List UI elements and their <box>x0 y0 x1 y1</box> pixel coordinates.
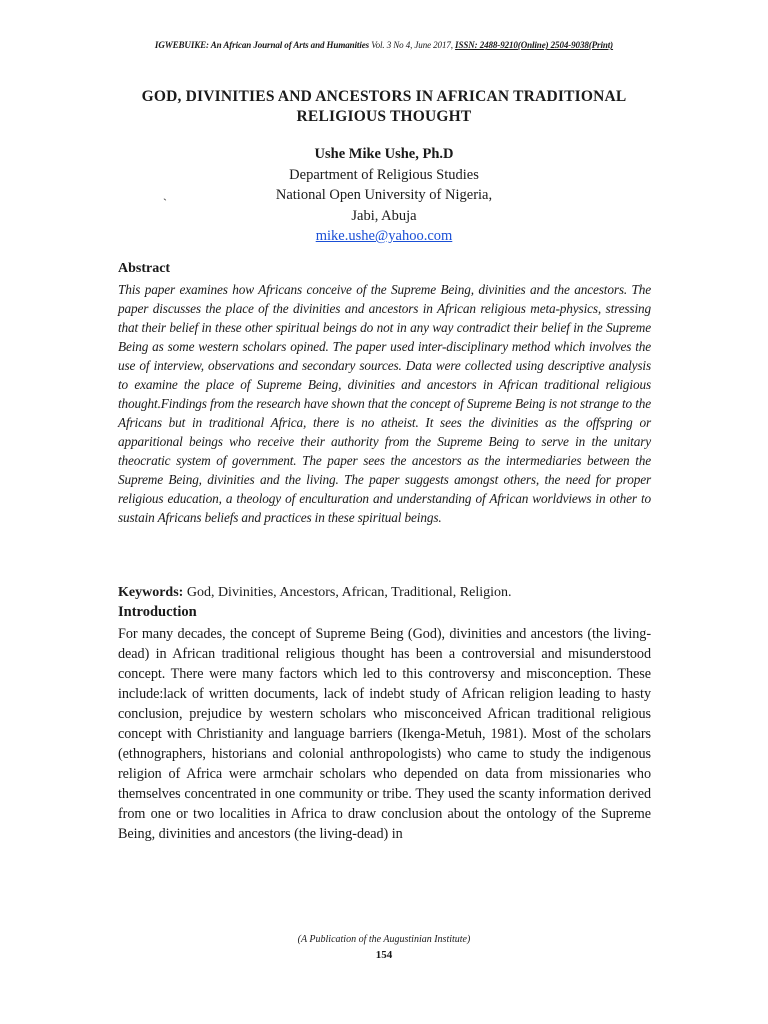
keywords-line <box>118 585 658 601</box>
author-block <box>184 144 584 247</box>
author-name: Ushe Mike Ushe, Ph.D <box>314 146 454 162</box>
abstract-text: This paper examines how Africans conceive of the Supreme Being, divinities and the ancestors. The paper discusses the place of the divinities and ancestors in African religious meta-physics, stressing that their belief in these other spiritual beings do not in any way contradict their belief in the Supreme Being as some western scholars opined. The paper used inter-disciplinary method which involves the use of interview, observations and secondary sources. Data were collected using descriptive analysis to examine the place of Supreme Being, divinities and ancestors in African traditional religious thought.Findings from the research have shown that the concept of Supreme Being is not strange to the Africans but in traditional Africa, there is no atheist. It sees the divinities as the offspring or apparitional beings who receive their authority from the Supreme Being to serve in the unitary theocratic system of government. The paper sees the ancestors as the intermediaries between the Supreme Being, divinities and the living. The paper suggests amongst others, the need for proper religious education, a theology of enculturation and understanding of African worldviews in other to sustain Africans beliefs and practices in these spiritual beings. <box>118 282 651 525</box>
author-city: Jabi, Abuja <box>351 207 417 224</box>
introduction-heading: Introduction <box>118 604 197 620</box>
article-title: GOD, DIVINITIES AND ANCESTORS IN AFRICAN TRADITIONAL RELIGIOUS THOUGHT <box>141 88 627 125</box>
keywords-label: Keywords: <box>118 585 184 600</box>
page-number: 154 <box>375 949 393 961</box>
abstract-heading: Abstract <box>118 261 171 276</box>
journal-name: IGWEBUIKE: An African Journal of Arts and Humanities <box>154 40 370 50</box>
footer-publication: (A Publication of the Augustinian Institute) <box>297 934 471 945</box>
author-university: National Open University of Nigeria, <box>275 187 493 203</box>
author-email-link[interactable]: mike.ushe@yahoo.com <box>315 228 453 244</box>
journal-issn: ISSN: 2488-9210(Online) 2504-9038(Print) <box>455 40 614 50</box>
journal-volume: Vol. 3 No 4, June 2017, <box>369 40 456 50</box>
stray-mark: ` <box>163 196 167 210</box>
running-header <box>0 40 768 50</box>
author-department: Department of Religious Studies <box>289 166 479 183</box>
keywords-text: God, Divinities, Ancestors, African, Traditional, Religion. <box>183 585 512 600</box>
introduction-text: For many decades, the concept of Supreme Being (God), divinities and ancestors (the living-dead) in African traditional religious thought has been a controversial and misunderstood concept. There were many factors which led to this controversy and misconception. These include:lack of written documents, lack of indebt study of African religion leading to hasty conclusion, prejudice by western scholars who misconceived African traditional religious concept with Christianity and language barriers (Ikenga-Metuh, 1981). Most of the scholars (ethnographers, historians and colonial anthropologists) who came to study the indigenous religion of Africa were armchair scholars who depended on data from missionaries who themselves concentrated in one community or tribe. They used the scanty information derived from one or two localities in Africa to draw conclusion about the ontology of the Supreme Being, divinities and ancestors (the living-dead) in <box>118 626 651 843</box>
